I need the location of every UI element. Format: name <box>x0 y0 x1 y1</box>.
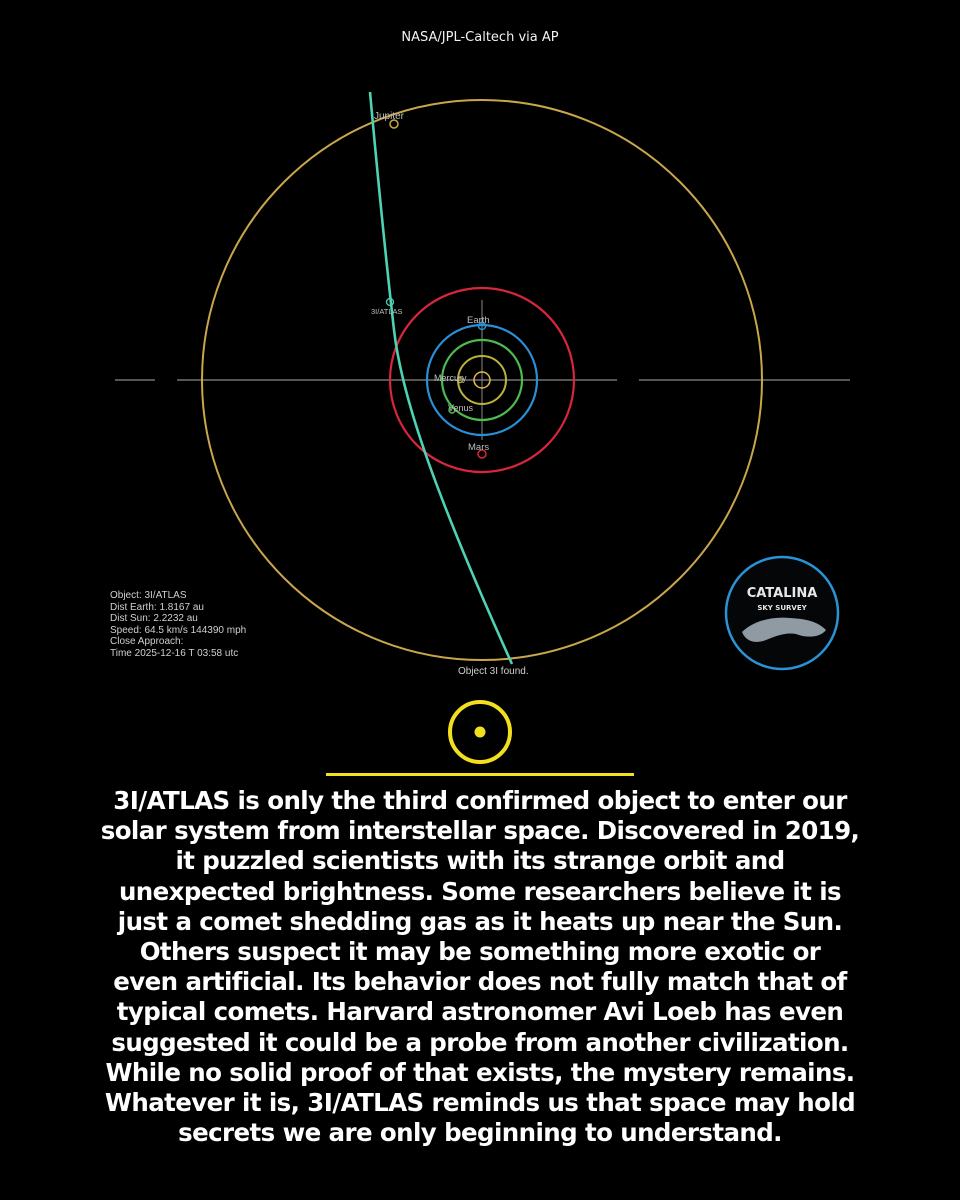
paragraph-line: solar system from interstellar space. Discovered in 2019, <box>100 816 860 846</box>
catalina-logo <box>726 557 838 669</box>
paragraph-line: just a comet shedding gas as it heats up near the Sun. <box>117 906 843 936</box>
paragraph-line: While no solid proof of that exists, the mystery remains. <box>105 1057 855 1087</box>
info-speed: Speed: 64.5 km/s 144390 mph <box>110 624 247 636</box>
article-paragraph <box>20 786 940 1148</box>
object-info-panel <box>110 590 246 660</box>
label-mercury: Mercury <box>434 373 467 383</box>
info-time: Time 2025-12-16 T 03:58 utc <box>110 647 239 659</box>
paragraph-line: it puzzled scientists with its strange orbit and <box>175 846 785 876</box>
sun-symbol-icon <box>447 699 513 765</box>
photo-credit: NASA/JPL-Caltech via AP <box>401 30 559 45</box>
info-close-approach: Close Approach: <box>110 636 184 648</box>
info-object: Object: 3I/ATLAS <box>110 590 187 601</box>
label-jupiter: Jupiter <box>374 111 405 122</box>
paragraph-line: suggested it could be a probe from another civilization. <box>111 1027 849 1057</box>
paragraph-line: typical comets. Harvard astronomer Avi Loeb has even <box>116 997 844 1027</box>
info-dist-sun: Dist Sun: 2.2232 au <box>110 613 198 625</box>
paragraph-line: Whatever it is, 3I/ATLAS reminds us that space may hold <box>104 1088 856 1118</box>
paragraph-line: 3I/ATLAS is only the third confirmed object to enter our <box>113 786 847 815</box>
label-found: Object 3I found. <box>458 666 529 677</box>
paragraph-line: secrets we are only beginning to understand. <box>178 1118 782 1148</box>
paragraph-line: even artificial. Its behavior does not fully match that of <box>113 967 847 997</box>
divider-line <box>326 773 634 776</box>
label-atlas: 3I/ATLAS <box>371 307 403 316</box>
label-earth: Earth <box>467 315 490 326</box>
paragraph-line: Others suspect it may be something more exotic or <box>139 937 821 967</box>
label-venus: Venus <box>448 403 474 413</box>
logo-line2: SKY SURVEY <box>757 604 807 612</box>
logo-line1: CATALINA <box>746 586 818 601</box>
label-mars: Mars <box>468 442 490 453</box>
paragraph-line: unexpected brightness. Some researchers believe it is <box>118 876 842 906</box>
info-dist-earth: Dist Earth: 1.8167 au <box>110 601 204 613</box>
